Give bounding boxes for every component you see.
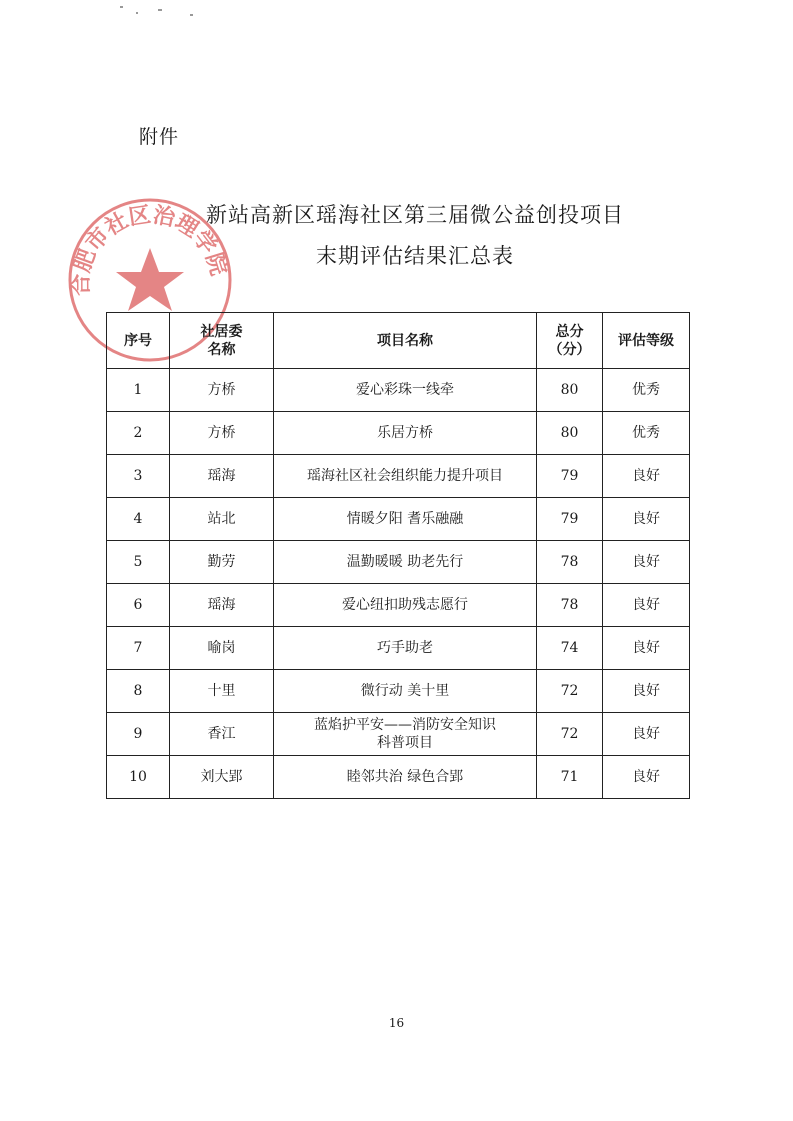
header-score-line1: 总分 xyxy=(555,323,584,340)
scan-speck xyxy=(158,9,162,11)
cell-score: 72 xyxy=(537,713,603,756)
header-score-line2: （分） xyxy=(548,341,591,358)
document-title-line1: 新站高新区瑶海社区第三届微公益创投项目 xyxy=(206,203,624,227)
cell-grade: 良好 xyxy=(603,713,690,756)
scan-speck xyxy=(120,6,123,8)
table-row xyxy=(107,541,690,584)
cell-project: 睦邻共治 绿色合郢 xyxy=(274,756,537,799)
cell-community: 刘大郢 xyxy=(170,756,274,799)
cell-score: 80 xyxy=(537,369,603,412)
cell-score: 80 xyxy=(537,412,603,455)
svg-text:合肥市社区治理学院: 合肥市社区治理学院 xyxy=(67,201,232,296)
table-header-row xyxy=(107,313,690,369)
cell-index: 10 xyxy=(107,756,170,799)
evaluation-results-table xyxy=(106,312,690,799)
table-row xyxy=(107,412,690,455)
cell-project: 爱心彩珠一线牵 xyxy=(274,369,537,412)
attachment-label: 附件 xyxy=(139,126,180,148)
cell-project: 瑶海社区社会组织能力提升项目 xyxy=(274,455,537,498)
cell-score: 74 xyxy=(537,627,603,670)
cell-community: 香江 xyxy=(170,713,274,756)
cell-score: 71 xyxy=(537,756,603,799)
cell-project-line1: 蓝焰护平安——消防安全知识 xyxy=(314,717,496,733)
header-community xyxy=(170,313,274,369)
cell-project: 情暖夕阳 耆乐融融 xyxy=(274,498,537,541)
header-community-line1: 社居委 xyxy=(200,323,243,340)
cell-score: 78 xyxy=(537,584,603,627)
header-grade: 评估等级 xyxy=(603,313,690,369)
cell-community: 十里 xyxy=(170,670,274,713)
cell-index: 9 xyxy=(107,713,170,756)
cell-score: 78 xyxy=(537,541,603,584)
cell-community: 瑶海 xyxy=(170,584,274,627)
cell-project xyxy=(274,713,537,756)
cell-project: 温勤暖暖 助老先行 xyxy=(274,541,537,584)
document-title-line2: 末期评估结果汇总表 xyxy=(316,244,514,268)
cell-community: 喻岗 xyxy=(170,627,274,670)
header-community-line2: 名称 xyxy=(207,341,236,358)
scan-speck xyxy=(136,12,138,14)
cell-grade: 良好 xyxy=(603,627,690,670)
cell-community: 勤劳 xyxy=(170,541,274,584)
cell-index: 7 xyxy=(107,627,170,670)
cell-index: 8 xyxy=(107,670,170,713)
cell-project: 微行动 美十里 xyxy=(274,670,537,713)
cell-index: 2 xyxy=(107,412,170,455)
header-score xyxy=(537,313,603,369)
table-row xyxy=(107,584,690,627)
cell-community: 方桥 xyxy=(170,369,274,412)
table-row xyxy=(107,756,690,799)
cell-community: 方桥 xyxy=(170,412,274,455)
cell-index: 1 xyxy=(107,369,170,412)
cell-community: 站北 xyxy=(170,498,274,541)
cell-project-line2: 科普项目 xyxy=(377,735,433,751)
table-row xyxy=(107,627,690,670)
header-index: 序号 xyxy=(107,313,170,369)
cell-grade: 优秀 xyxy=(603,369,690,412)
cell-index: 6 xyxy=(107,584,170,627)
table-row xyxy=(107,455,690,498)
cell-grade: 良好 xyxy=(603,756,690,799)
cell-community: 瑶海 xyxy=(170,455,274,498)
table-row xyxy=(107,498,690,541)
cell-grade: 良好 xyxy=(603,541,690,584)
cell-project: 爱心纽扣助残志愿行 xyxy=(274,584,537,627)
cell-grade: 良好 xyxy=(603,498,690,541)
cell-grade: 良好 xyxy=(603,455,690,498)
cell-index: 4 xyxy=(107,498,170,541)
header-project: 项目名称 xyxy=(274,313,537,369)
cell-index: 5 xyxy=(107,541,170,584)
cell-score: 79 xyxy=(537,498,603,541)
cell-grade: 良好 xyxy=(603,670,690,713)
cell-score: 72 xyxy=(537,670,603,713)
cell-index: 3 xyxy=(107,455,170,498)
cell-project: 巧手助老 xyxy=(274,627,537,670)
table-row xyxy=(107,670,690,713)
page-number: 16 xyxy=(388,1016,405,1030)
cell-score: 79 xyxy=(537,455,603,498)
scan-speck xyxy=(190,14,193,16)
cell-grade: 良好 xyxy=(603,584,690,627)
table-row xyxy=(107,713,690,756)
cell-grade: 优秀 xyxy=(603,412,690,455)
cell-project: 乐居方桥 xyxy=(274,412,537,455)
table-row xyxy=(107,369,690,412)
